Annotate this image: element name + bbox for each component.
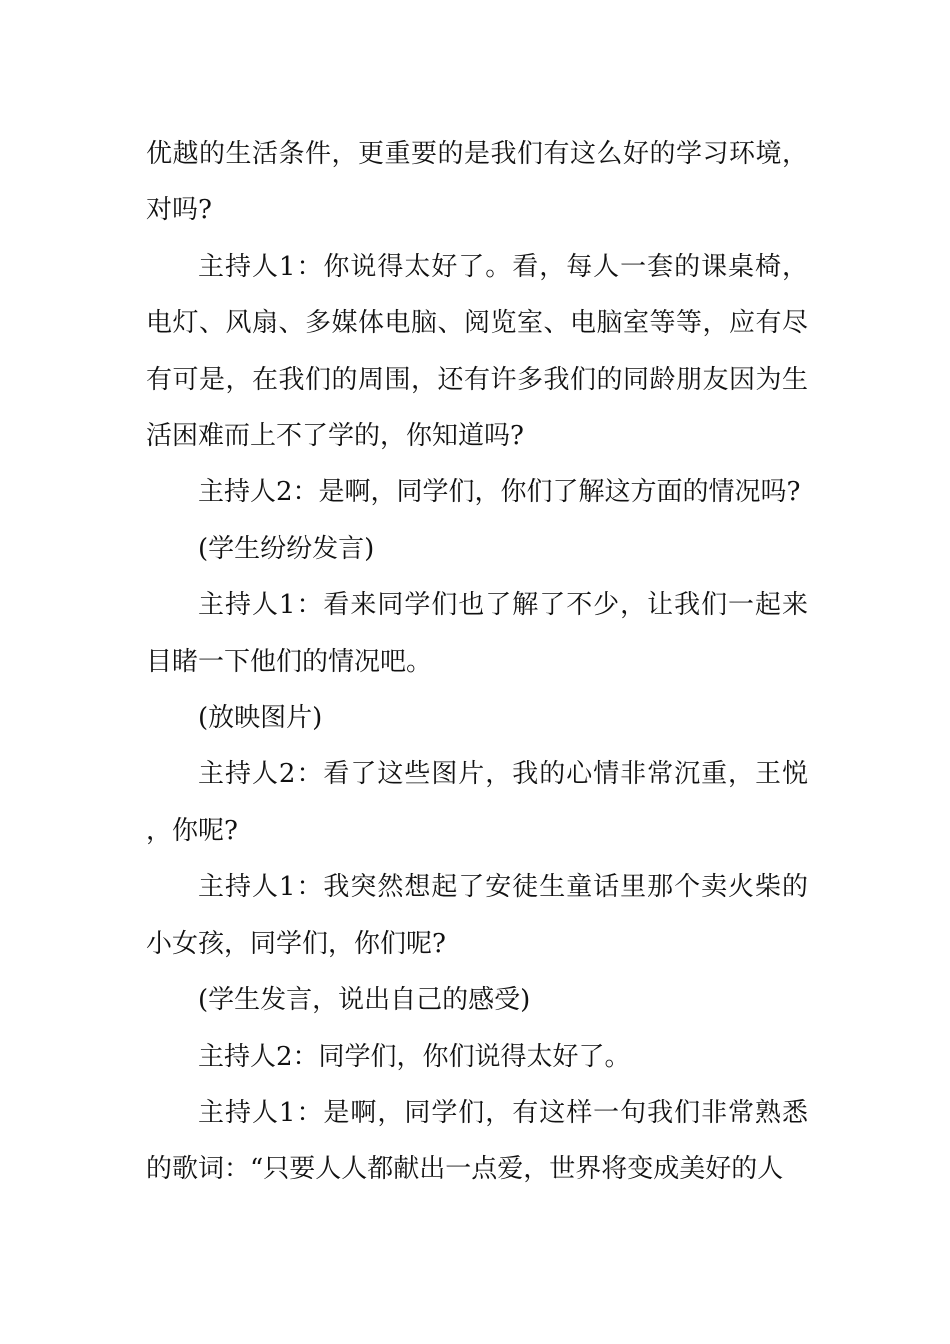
paragraph-host2-question: 主持人2：是啊，同学们，你们了解这方面的情况吗? xyxy=(198,477,801,508)
stage-direction-students-feelings: (学生发言，说出自己的感受) xyxy=(198,985,531,1016)
paragraph-host1-match-girl: 主持人1：我突然想起了安徒生童话里那个卖火柴的小女孩，同学们，你们呢? xyxy=(146,872,808,959)
paragraph-continuation: 优越的生活条件，更重要的是我们有这么好的学习环境，对吗? xyxy=(146,139,808,226)
paragraph-host1-facilities: 主持人1：你说得太好了。看，每人一套的课桌椅，电灯、风扇、多媒体电脑、阅览室、电脑室等等，应有尽有可是，在我们的周围，还有许多我们的同龄朋友因为生活困难而上不了学的，你知道吗? xyxy=(146,251,808,452)
stage-direction-students-speak: (学生纷纷发言) xyxy=(198,533,375,564)
document-body xyxy=(146,126,808,1198)
stage-direction-show-pictures: (放映图片) xyxy=(198,703,323,734)
paragraph-host1-look: 主持人1：看来同学们也了解了不少，让我们一起来目睹一下他们的情况吧。 xyxy=(146,590,808,677)
paragraph-host2-praise: 主持人2：同学们，你们说得太好了。 xyxy=(198,1041,631,1072)
paragraph-host1-lyrics: 主持人1：是啊，同学们，有这样一句我们非常熟悉的歌词：“只要人人都献出一点爱，世界将变成美好的人 xyxy=(146,1097,808,1185)
paragraph-host2-feelings: 主持人2：看了这些图片，我的心情非常沉重，王悦，你呢? xyxy=(146,759,808,846)
